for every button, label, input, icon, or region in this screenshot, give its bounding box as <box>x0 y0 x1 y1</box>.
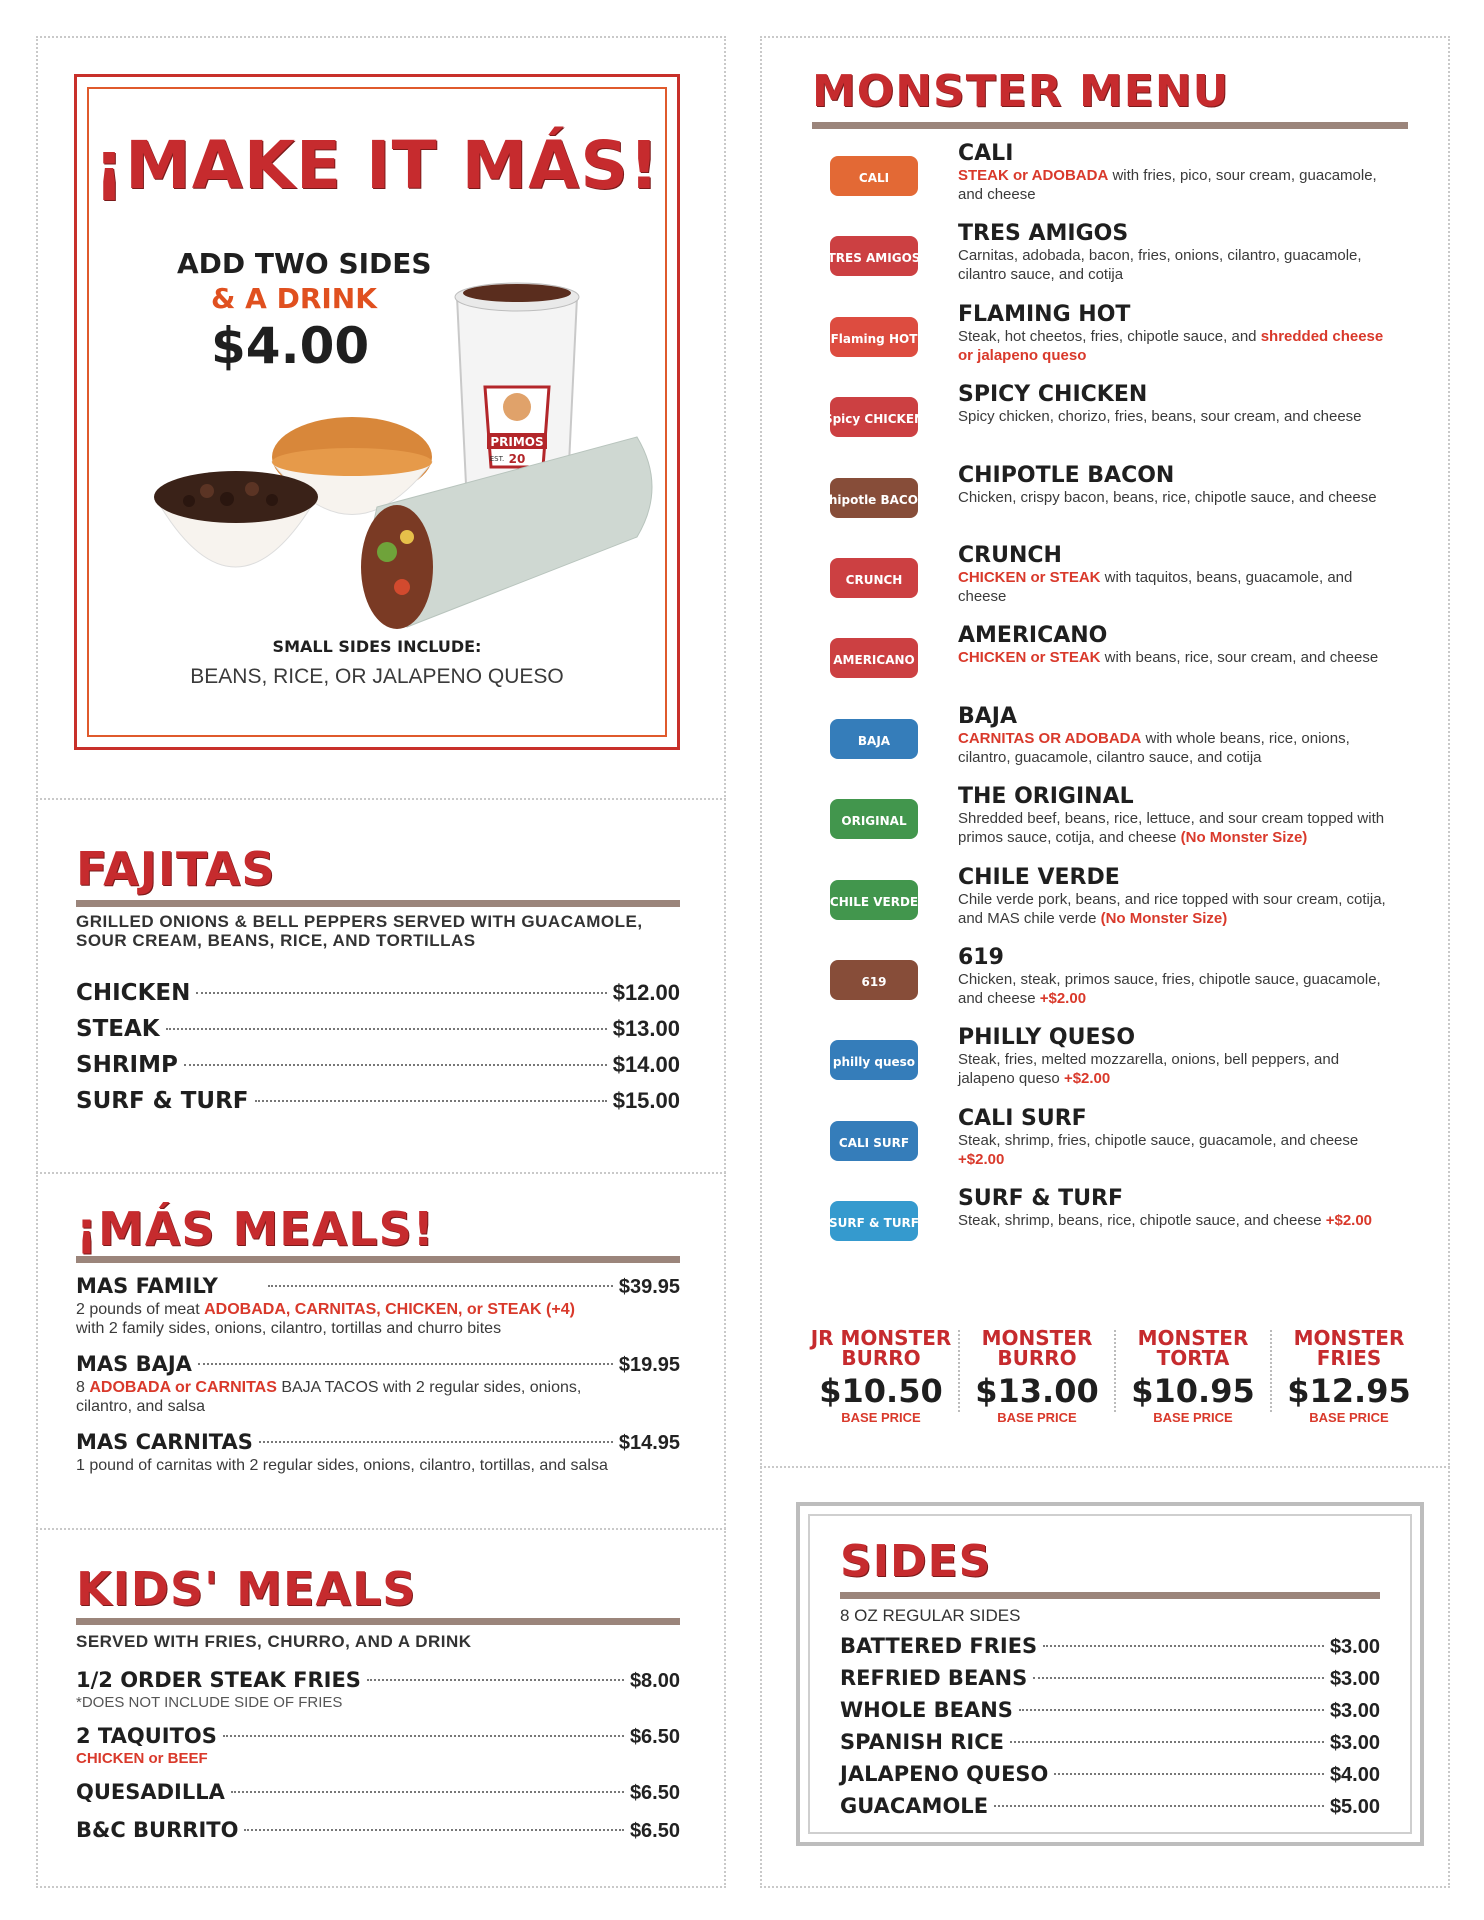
item-price: $5.00 <box>1329 1796 1380 1818</box>
divider <box>760 1466 1450 1468</box>
dot-leader <box>367 1679 624 1681</box>
base-divider <box>958 1330 960 1412</box>
dot-leader <box>166 1028 607 1030</box>
item-price: $39.95 <box>618 1276 680 1298</box>
monster-logo-icon <box>824 550 924 606</box>
monster-item-description <box>958 890 1398 928</box>
promo-add-sides: ADD TWO SIDES <box>177 247 432 280</box>
logo-text: TRES AMIGOS <box>827 251 921 265</box>
desc-highlight: shredded cheese or jalapeno queso <box>958 328 1384 364</box>
item-name: MAS FAMILY <box>76 1274 218 1298</box>
item-price: $6.50 <box>629 1820 680 1842</box>
base-divider <box>1114 1330 1116 1412</box>
fajitas-title: FAJITAS <box>76 842 276 896</box>
svg-text:PRIMOS: PRIMOS <box>490 435 544 449</box>
monster-item-name: TRES AMIGOS <box>958 221 1129 246</box>
dot-leader <box>1010 1741 1324 1743</box>
item-price: $3.00 <box>1329 1700 1380 1722</box>
item-name: CHICKEN <box>76 980 191 1006</box>
kids-note: CHICKEN or BEEF <box>76 1750 208 1767</box>
monster-item-description <box>958 568 1398 606</box>
monster-logo-icon <box>824 228 924 284</box>
desc-text: Steak, fries, melted mozzarella, onions, bell peppers, and jalapeno queso <box>958 1051 1340 1087</box>
monster-item-name: FLAMING HOT <box>958 302 1131 327</box>
sides-rule <box>840 1592 1380 1599</box>
base-price-monster-torta <box>1118 1328 1268 1425</box>
desc-highlight: +$2.00 <box>1325 1212 1373 1229</box>
sides-title: SIDES <box>840 1536 992 1587</box>
item-price: $15.00 <box>612 1088 680 1113</box>
logo-text: SURF & TURF <box>828 1216 920 1230</box>
sides-row <box>840 1794 1380 1819</box>
kids-row <box>76 1724 680 1749</box>
monster-item <box>958 946 1398 1008</box>
logo-text: Chipotle BACON <box>824 493 924 507</box>
item-price: $6.50 <box>629 1782 680 1804</box>
desc-text: Chile verde pork, beans, and rice topped with sour cream, cotija, and MAS chile verde <box>958 891 1386 927</box>
desc-text: Steak, hot cheetos, fries, chipotle sauce, and <box>958 328 1261 345</box>
desc-text: 8 <box>76 1379 90 1396</box>
desc-highlight: +$2.00 <box>1063 1070 1111 1087</box>
monster-logo-icon <box>824 148 924 204</box>
base-divider <box>1270 1330 1272 1412</box>
divider <box>36 1528 726 1530</box>
dot-leader <box>259 1441 613 1443</box>
desc-highlight: CHICKEN or STEAK <box>958 649 1101 666</box>
kids-row <box>76 1780 680 1805</box>
monster-item-description <box>958 1050 1398 1088</box>
item-name: MAS CARNITAS <box>76 1430 253 1454</box>
monster-logo-icon <box>824 872 924 928</box>
dot-leader <box>184 1064 607 1066</box>
logo-text: CHILE VERDE <box>829 895 919 909</box>
monster-logo-icon <box>824 952 924 1008</box>
svg-text:20: 20 <box>508 452 526 466</box>
dot-leader <box>255 1100 607 1102</box>
monster-logo-icon <box>824 389 924 445</box>
beans-bowl-image <box>154 471 318 567</box>
monster-logo-icon <box>824 791 924 847</box>
monster-item <box>958 142 1398 204</box>
desc-highlight: ADOBADA or CARNITAS <box>89 1379 277 1396</box>
monster-item-description <box>958 166 1398 204</box>
monster-item-name: PHILLY QUESO <box>958 1025 1136 1050</box>
dot-leader <box>1033 1677 1324 1679</box>
desc-highlight: CARNITAS OR ADOBADA <box>958 730 1142 747</box>
kids-rule <box>76 1618 680 1625</box>
base-label: BASE PRICE <box>997 1410 1077 1425</box>
monster-item <box>958 1107 1398 1169</box>
dot-leader <box>1054 1773 1324 1775</box>
sides-row <box>840 1730 1380 1755</box>
monster-item-description <box>958 488 1398 507</box>
logo-text: BAJA <box>857 734 891 748</box>
base-price: $10.95 <box>1131 1372 1255 1410</box>
dot-leader <box>196 992 606 994</box>
item-price: $13.00 <box>612 1016 680 1041</box>
monster-item-name: CALI SURF <box>958 1106 1087 1131</box>
desc-text: with taquitos, beans, guacamole, and cheese <box>958 569 1353 605</box>
base-price-jr-monster-burro <box>806 1328 956 1425</box>
desc-highlight: ADOBADA, CARNITAS, CHICKEN, or STEAK (+4) <box>204 1301 575 1318</box>
desc-highlight: +$2.00 <box>1039 990 1087 1007</box>
kids-row <box>76 1818 680 1843</box>
item-price: $12.00 <box>612 980 680 1005</box>
promo-title: ¡MAKE IT MÁS! <box>93 127 660 204</box>
divider <box>36 798 726 800</box>
monster-item-name: BAJA <box>958 704 1018 729</box>
dot-leader <box>994 1805 1324 1807</box>
base-label: BASE PRICE <box>1153 1410 1233 1425</box>
logo-text: CRUNCH <box>845 573 903 587</box>
divider <box>36 1172 726 1174</box>
monster-menu-title: MONSTER MENU <box>812 66 1230 117</box>
item-name: BATTERED FRIES <box>840 1634 1038 1658</box>
monster-item-description <box>958 246 1398 284</box>
mas-meals-rule <box>76 1256 680 1263</box>
monster-item-name: THE ORIGINAL <box>958 784 1134 809</box>
dot-leader <box>1043 1645 1324 1647</box>
mas-meals-title: ¡MÁS MEALS! <box>76 1202 435 1256</box>
item-name: SURF & TURF <box>76 1088 249 1114</box>
fajitas-rule <box>76 900 680 907</box>
monster-item-description <box>958 407 1398 426</box>
monster-item-name: CHIPOTLE BACON <box>958 463 1175 488</box>
item-name: 1/2 ORDER STEAK FRIES <box>76 1668 361 1692</box>
monster-logo-icon <box>824 309 924 365</box>
desc-text: Carnitas, adobada, bacon, fries, onions, cilantro, guacamole, cilantro sauce, and cotija <box>958 247 1362 283</box>
monster-item <box>958 785 1398 847</box>
monster-item-name: CHILE VERDE <box>958 865 1120 890</box>
promo-drink: & A DRINK <box>211 282 377 315</box>
desc-highlight: STEAK or ADOBADA <box>958 167 1109 184</box>
svg-text:EST.: EST. <box>489 455 505 463</box>
monster-logo-icon <box>824 711 924 767</box>
dot-leader <box>244 1829 624 1831</box>
desc-text: Shredded beef, beans, rice, lettuce, and sour cream topped with primos sauce, cotija, and cheese <box>958 810 1385 846</box>
monster-item <box>958 705 1398 767</box>
base-price-monster-fries <box>1274 1328 1424 1425</box>
dot-leader <box>268 1285 613 1287</box>
monster-logo-icon <box>824 1193 924 1249</box>
desc-text: Chicken, crispy bacon, beans, rice, chipotle sauce, and cheese <box>958 489 1377 506</box>
base-name: MONSTER BURRO <box>981 1326 1093 1370</box>
monster-item <box>958 866 1398 928</box>
base-price: $12.95 <box>1287 1372 1411 1410</box>
base-name: MONSTER FRIES <box>1293 1326 1405 1370</box>
desc-highlight: (No Monster Size) <box>1180 829 1308 846</box>
kids-meals-title: KIDS' MEALS <box>76 1562 417 1616</box>
sides-row <box>840 1762 1380 1787</box>
monster-rule <box>812 122 1408 129</box>
item-price: $3.00 <box>1329 1636 1380 1658</box>
item-price: $4.00 <box>1329 1764 1380 1786</box>
sides-row <box>840 1698 1380 1723</box>
base-name: MONSTER TORTA <box>1137 1326 1249 1370</box>
monster-item-description <box>958 809 1398 847</box>
monster-item <box>958 1026 1398 1088</box>
monster-item-description <box>958 1211 1398 1230</box>
item-name: B&C BURRITO <box>76 1818 239 1842</box>
dot-leader <box>231 1791 624 1793</box>
kids-note: *DOES NOT INCLUDE SIDE OF FRIES <box>76 1694 343 1711</box>
logo-text: AMERICANO <box>833 653 915 667</box>
mas-carnitas-description: 1 pound of carnitas with 2 regular sides, onions, cilantro, tortillas, and salsa <box>76 1457 608 1474</box>
monster-item <box>958 303 1398 365</box>
item-price: $3.00 <box>1329 1668 1380 1690</box>
monster-item-description <box>958 970 1398 1008</box>
desc-highlight: +$2.00 <box>958 1151 1005 1168</box>
item-name: 2 TAQUITOS <box>76 1724 217 1748</box>
monster-item-description <box>958 648 1398 667</box>
desc-text: with 2 family sides, onions, cilantro, tortillas and churro bites <box>76 1320 502 1337</box>
desc-text: Spicy chicken, chorizo, fries, beans, sour cream, and cheese <box>958 408 1362 425</box>
monster-item-description <box>958 327 1398 365</box>
mas-family-row <box>76 1274 680 1299</box>
item-name: GUACAMOLE <box>840 1794 989 1818</box>
monster-logo-icon <box>824 470 924 526</box>
mas-family-description <box>76 1300 680 1338</box>
dot-leader <box>1019 1709 1324 1711</box>
item-name: SHRIMP <box>76 1052 178 1078</box>
desc-highlight: CHICKEN or STEAK <box>958 569 1101 586</box>
item-name: JALAPENO QUESO <box>840 1762 1049 1786</box>
desc-text: with beans, rice, sour cream, and cheese <box>1100 649 1379 666</box>
item-price: $19.95 <box>618 1354 680 1376</box>
desc-text: BAJA TACOS with 2 regular sides, onions, cilantro, and salsa <box>76 1379 582 1415</box>
desc-text: with fries, pico, sour cream, guacamole, and cheese <box>958 167 1377 203</box>
monster-item-name: SPICY CHICKEN <box>958 382 1148 407</box>
promo-sides-heading: SMALL SIDES INCLUDE: <box>272 637 482 656</box>
item-price: $3.00 <box>1329 1732 1380 1754</box>
item-name: REFRIED BEANS <box>840 1666 1028 1690</box>
fajitas-row <box>76 1052 680 1078</box>
monster-item <box>958 464 1398 507</box>
logo-text: Flaming HOT <box>830 332 918 346</box>
item-name: QUESADILLA <box>76 1780 225 1804</box>
mas-baja-description <box>76 1378 636 1416</box>
desc-text: with whole beans, rice, onions, cilantro, guacamole, cilantro sauce, and cotija <box>958 730 1350 766</box>
monster-item-description <box>958 729 1398 767</box>
item-name: MAS BAJA <box>76 1352 192 1376</box>
monster-item-name: SURF & TURF <box>958 1186 1124 1211</box>
promo-food-illustration <box>77 207 677 637</box>
monster-item <box>958 624 1398 667</box>
item-name: STEAK <box>76 1016 160 1042</box>
desc-highlight: (No Monster Size) <box>1100 910 1228 927</box>
base-price-monster-burro <box>962 1328 1112 1425</box>
monster-logo-icon <box>824 630 924 686</box>
monster-item <box>958 222 1398 284</box>
item-name: SPANISH RICE <box>840 1730 1004 1754</box>
promo-price: $4.00 <box>211 317 370 375</box>
monster-item-name: AMERICANO <box>958 623 1108 648</box>
logo-text: Spicy CHICKEN <box>824 412 924 426</box>
monster-item-name: CALI <box>958 141 1014 166</box>
kids-row <box>76 1668 680 1693</box>
fajitas-description: GRILLED ONIONS & BELL PEPPERS SERVED WITH GUACAMOLE, SOUR CREAM, BEANS, RICE, AND TORTILLAS <box>76 912 643 950</box>
logo-text: ORIGINAL <box>841 814 907 828</box>
dot-leader <box>198 1363 613 1365</box>
base-price: $10.50 <box>819 1372 943 1410</box>
logo-text: CALI <box>858 171 890 185</box>
kids-description: SERVED WITH FRIES, CHURRO, AND A DRINK <box>76 1632 472 1651</box>
monster-item-description <box>958 1131 1398 1169</box>
base-label: BASE PRICE <box>1309 1410 1389 1425</box>
monster-logo-icon <box>824 1113 924 1169</box>
base-label: BASE PRICE <box>841 1410 921 1425</box>
monster-item <box>958 383 1398 426</box>
fajitas-row <box>76 1088 680 1114</box>
item-price: $14.00 <box>612 1052 680 1077</box>
logo-text: CALI SURF <box>838 1136 910 1150</box>
item-name: WHOLE BEANS <box>840 1698 1013 1722</box>
desc-text: 2 pounds of meat <box>76 1301 205 1318</box>
logo-text: 619 <box>861 975 887 989</box>
base-price: $13.00 <box>975 1372 1099 1410</box>
mas-carnitas-row <box>76 1430 680 1455</box>
item-price: $8.00 <box>629 1670 680 1692</box>
monster-item <box>958 544 1398 606</box>
mas-baja-row <box>76 1352 680 1377</box>
dot-leader <box>223 1735 624 1737</box>
sides-row <box>840 1666 1380 1691</box>
fajitas-row <box>76 1016 680 1042</box>
promo-sides-text: BEANS, RICE, OR JALAPENO QUESO <box>190 665 564 688</box>
desc-text: Chicken, steak, primos sauce, fries, chipotle sauce, guacamole, and cheese <box>958 971 1381 1007</box>
monster-logo-icon <box>824 1032 924 1088</box>
make-it-mas-promo <box>74 74 680 750</box>
fajitas-row <box>76 980 680 1006</box>
desc-text: Steak, shrimp, fries, chipotle sauce, guacamole, and cheese <box>958 1132 1359 1149</box>
desc-text: Steak, shrimp, beans, rice, chipotle sauce, and cheese <box>958 1212 1326 1229</box>
monster-item <box>958 1187 1398 1230</box>
monster-item-name: 619 <box>958 945 1004 970</box>
item-price: $6.50 <box>629 1726 680 1748</box>
logo-text: philly queso <box>832 1055 916 1069</box>
base-name: JR MONSTER BURRO <box>810 1326 952 1370</box>
sides-row <box>840 1634 1380 1659</box>
sides-description: 8 OZ REGULAR SIDES <box>840 1606 1021 1625</box>
item-price: $14.95 <box>618 1432 680 1454</box>
monster-item-name: CRUNCH <box>958 543 1062 568</box>
